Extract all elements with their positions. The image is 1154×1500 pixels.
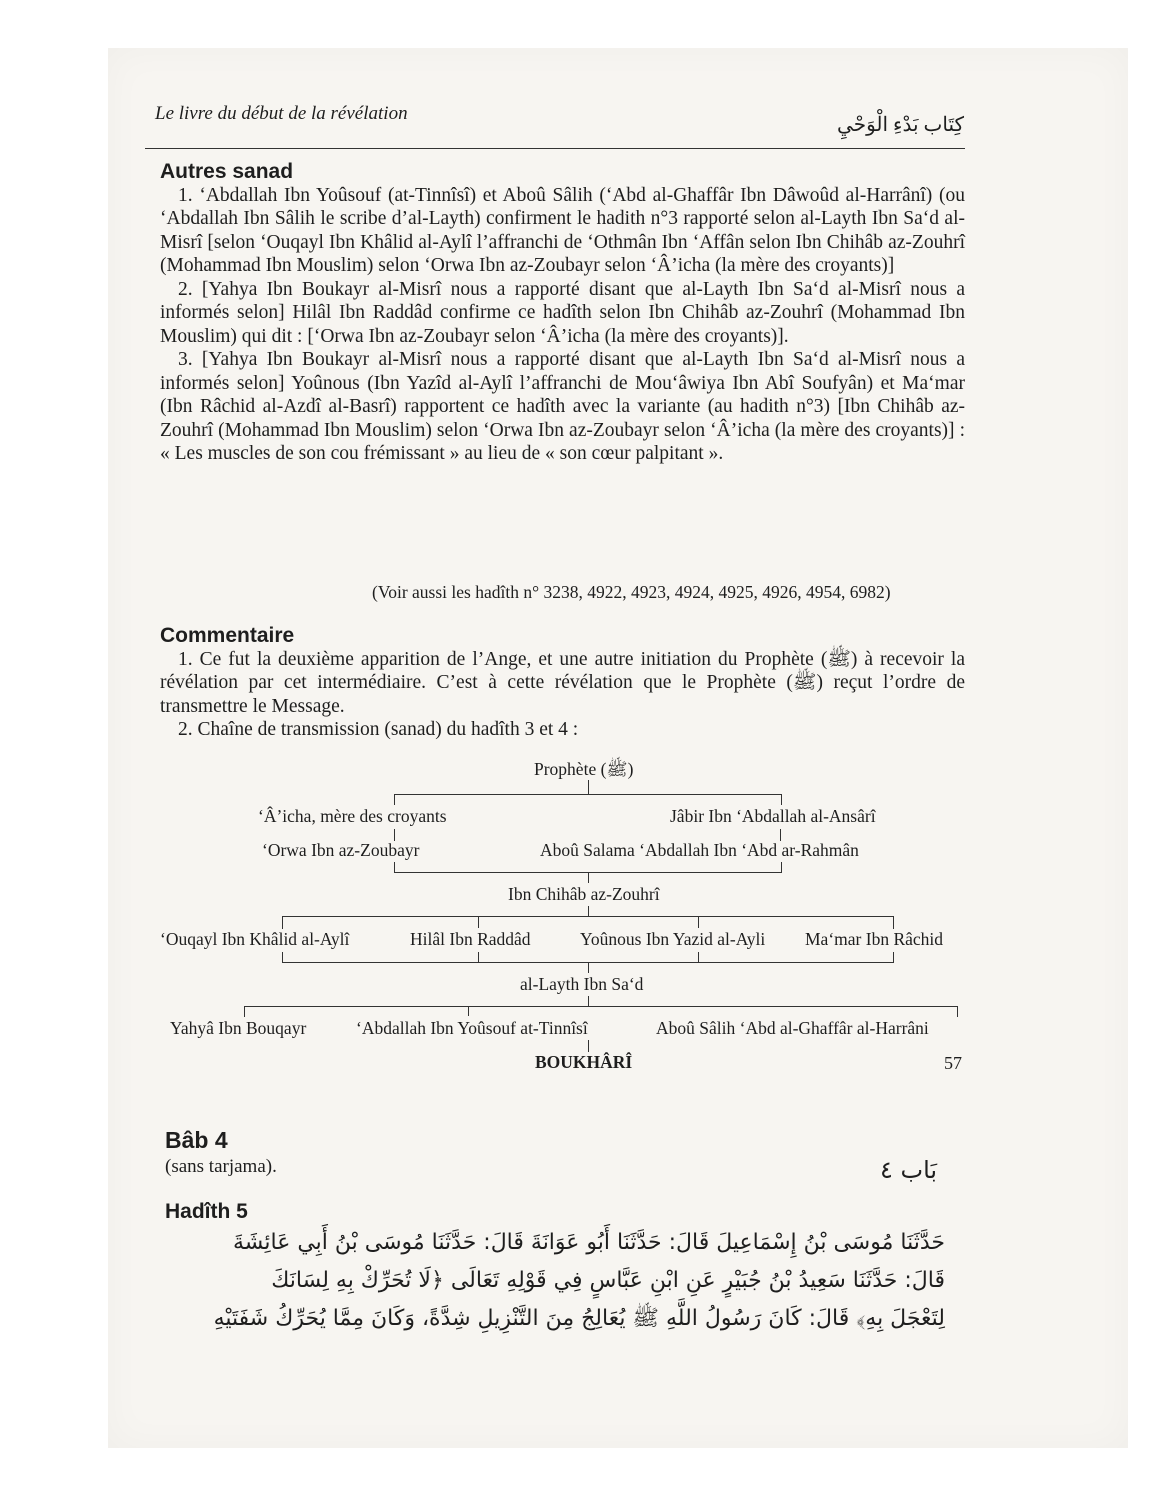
chain-connector: [244, 1006, 958, 1017]
running-header-left: Le livre du début de la révélation: [155, 103, 408, 124]
chain-abou-salama: Aboû Salama ‘Abdallah Ibn ‘Abd ar-Rahmân: [540, 840, 859, 860]
chain-connector: [588, 873, 589, 883]
chain-aicha: ‘Â’icha, mère des croyants: [258, 806, 447, 826]
chain-al-layth: al-Layth Ibn Sa‘d: [520, 974, 644, 994]
bab-title: Bâb 4: [165, 1127, 228, 1153]
chain-yahya: Yahyâ Ibn Bouqayr: [170, 1018, 307, 1038]
chain-connector: [478, 916, 479, 928]
chain-jabir: Jâbir Ibn ‘Abdallah al-Ansârî: [670, 806, 876, 826]
chain-connector: [698, 916, 699, 928]
commentaire-section: [160, 624, 965, 742]
chain-connector: [588, 963, 589, 973]
hadith-title: Hadîth 5: [165, 1200, 248, 1223]
chain-younous: Yoûnous Ibn Yazid al-Ayli: [580, 929, 766, 949]
bab-arabic: بَاب ٤: [880, 1156, 938, 1184]
autres-sanad-section: [160, 160, 965, 466]
header-rule: [145, 148, 965, 149]
chain-mamar: Ma‘mar Ibn Râchid: [805, 929, 944, 949]
see-also-references: (Voir aussi les hadîth n° 3238, 4922, 4923, 4924, 4925, 4926, 4954, 6982): [372, 582, 891, 602]
chain-connector: [588, 780, 589, 794]
chain-connector: [588, 1040, 589, 1052]
commentaire-paragraph-2: 2. Chaîne de transmission (sanad) du hadîth 3 et 4 :: [178, 719, 579, 740]
chain-connector: [468, 1006, 469, 1016]
page-number: 57: [944, 1053, 962, 1073]
chain-connector: [588, 996, 589, 1006]
chain-connector: [282, 916, 894, 929]
chain-connector: [698, 952, 699, 962]
hadith-arabic-line-3: لِتَعْجَلَ بِهِ﴾ قَالَ: كَانَ رَسُولُ اللَّهِ ﷺ يُعَالِجُ مِنَ التَّنْزِيلِ شِدَّةً، وَكَانَ مِمَّا يُحَرِّكُ شَفَتَيْهِ: [213, 1306, 945, 1331]
bab-subtitle: (sans tarjama).: [165, 1156, 277, 1177]
chain-orwa: ‘Orwa Ibn az-Zoubayr: [262, 840, 420, 860]
chain-abdallah: ‘Abdallah Ibn Yoûsouf at-Tinnîsî: [356, 1018, 588, 1038]
commentaire-heading: Commentaire: [160, 624, 295, 647]
chain-ouqayl: ‘Ouqayl Ibn Khâlid al-Aylî: [160, 929, 350, 949]
chain-connector: [588, 906, 589, 916]
hadith-arabic-line-1: حَدَّثَنَا مُوسَى بْنُ إِسْمَاعِيلَ قَالَ: حَدَّثَنَا أَبُو عَوَانَةَ قَالَ: حَدَّثَنَا مُوسَى بْنُ أَبِي عَائِشَةَ: [232, 1230, 945, 1255]
hadith-arabic-line-2: قَالَ: حَدَّثَنَا سَعِيدُ بْنُ جُبَيْرٍ عَنِ ابْنِ عَبَّاسٍ فِي قَوْلِهِ تَعَالَى ﴿لَا تُحَرِّكْ بِهِ لِسَانَكَ: [271, 1268, 945, 1293]
chain-connector: [478, 952, 479, 962]
chain-connector: [394, 794, 782, 805]
chain-ibn-chihab: Ibn Chihâb az-Zouhrî: [508, 884, 660, 904]
commentaire-paragraph-1: 1. Ce fut la deuxième apparition de l’Ange, et une autre initiation du Prophète (ﷺ) à recevoir la révélation par cet intermédiaire. C’est à cette révélation que le Prophète (ﷺ) reçut l’ordre de transmettre le Message.: [160, 648, 966, 717]
chain-boukhari: BOUKHÂRÎ: [535, 1052, 633, 1072]
sanad-paragraph-2: 2. [Yahya Ibn Boukayr al-Misrî nous a rapporté disant que al-Layth Ibn Sa‘d al-Misrî nous a informés selon] Hilâl Ibn Raddâd confirme ce hadîth selon Ibn Chihâb az-Zouhrî (Mohammad Ibn Mouslim) qui dit : [‘Orwa Ibn az-Zoubayr selon ‘Â’icha (la mère des croyants)].: [160, 278, 965, 347]
chain-prophet: Prophète (ﷺ): [534, 759, 634, 779]
chain-connector: [282, 952, 894, 963]
chain-hilal: Hilâl Ibn Raddâd: [410, 929, 531, 949]
chain-abou-salih: Aboû Sâlih ‘Abd al-Ghaffâr al-Harrâni: [656, 1018, 929, 1038]
running-header-right: كِتَاب بَدْءِ الْوَحْيِ: [837, 114, 964, 136]
sanad-paragraph-3: 3. [Yahya Ibn Boukayr al-Misrî nous a rapporté disant que al-Layth Ibn Sa‘d al-Misrî nous a informés selon] Yoûnous (Ibn Yazîd al-Aylî l’affranchi de Mou‘âwiya Ibn Abî Soufyân) et Ma‘mar (Ibn Râchid al-Azdî al-Basrî) rapportent ce hadîth avec la variante (au hadith n°3) [Ibn Chihâb az-Zouhrî (Mohammad Ibn Mouslim) selon ‘Orwa Ibn az-Zoubayr selon ‘Â’icha (la mère des croyants)] : « Les muscles de son cou frémissant » au lieu de « son cœur palpitant ».: [160, 349, 965, 464]
sanad-paragraph-1: 1. ‘Abdallah Ibn Yoûsouf (at-Tinnîsî) et Aboû Sâlih (‘Abd al-Ghaffâr Ibn Dâwoûd al-Harrânî) (ou ‘Abdallah Ibn Sâlih le scribe d’al-Layth) confirment le hadith n°3 rapporté selon al-Layth Ibn Sa‘d al-Misrî [selon ‘Ouqayl Ibn Khâlid al-Aylî l’affranchi de ‘Othmân Ibn ‘Affân selon Ibn Chihâb az-Zouhrî (Mohammad Ibn Mouslim) selon ‘Orwa Ibn az-Zoubayr selon ‘Â’icha (la mère des croyants)]: [160, 184, 965, 276]
chain-connector: [394, 862, 782, 873]
autres-sanad-heading: Autres sanad: [160, 160, 294, 183]
